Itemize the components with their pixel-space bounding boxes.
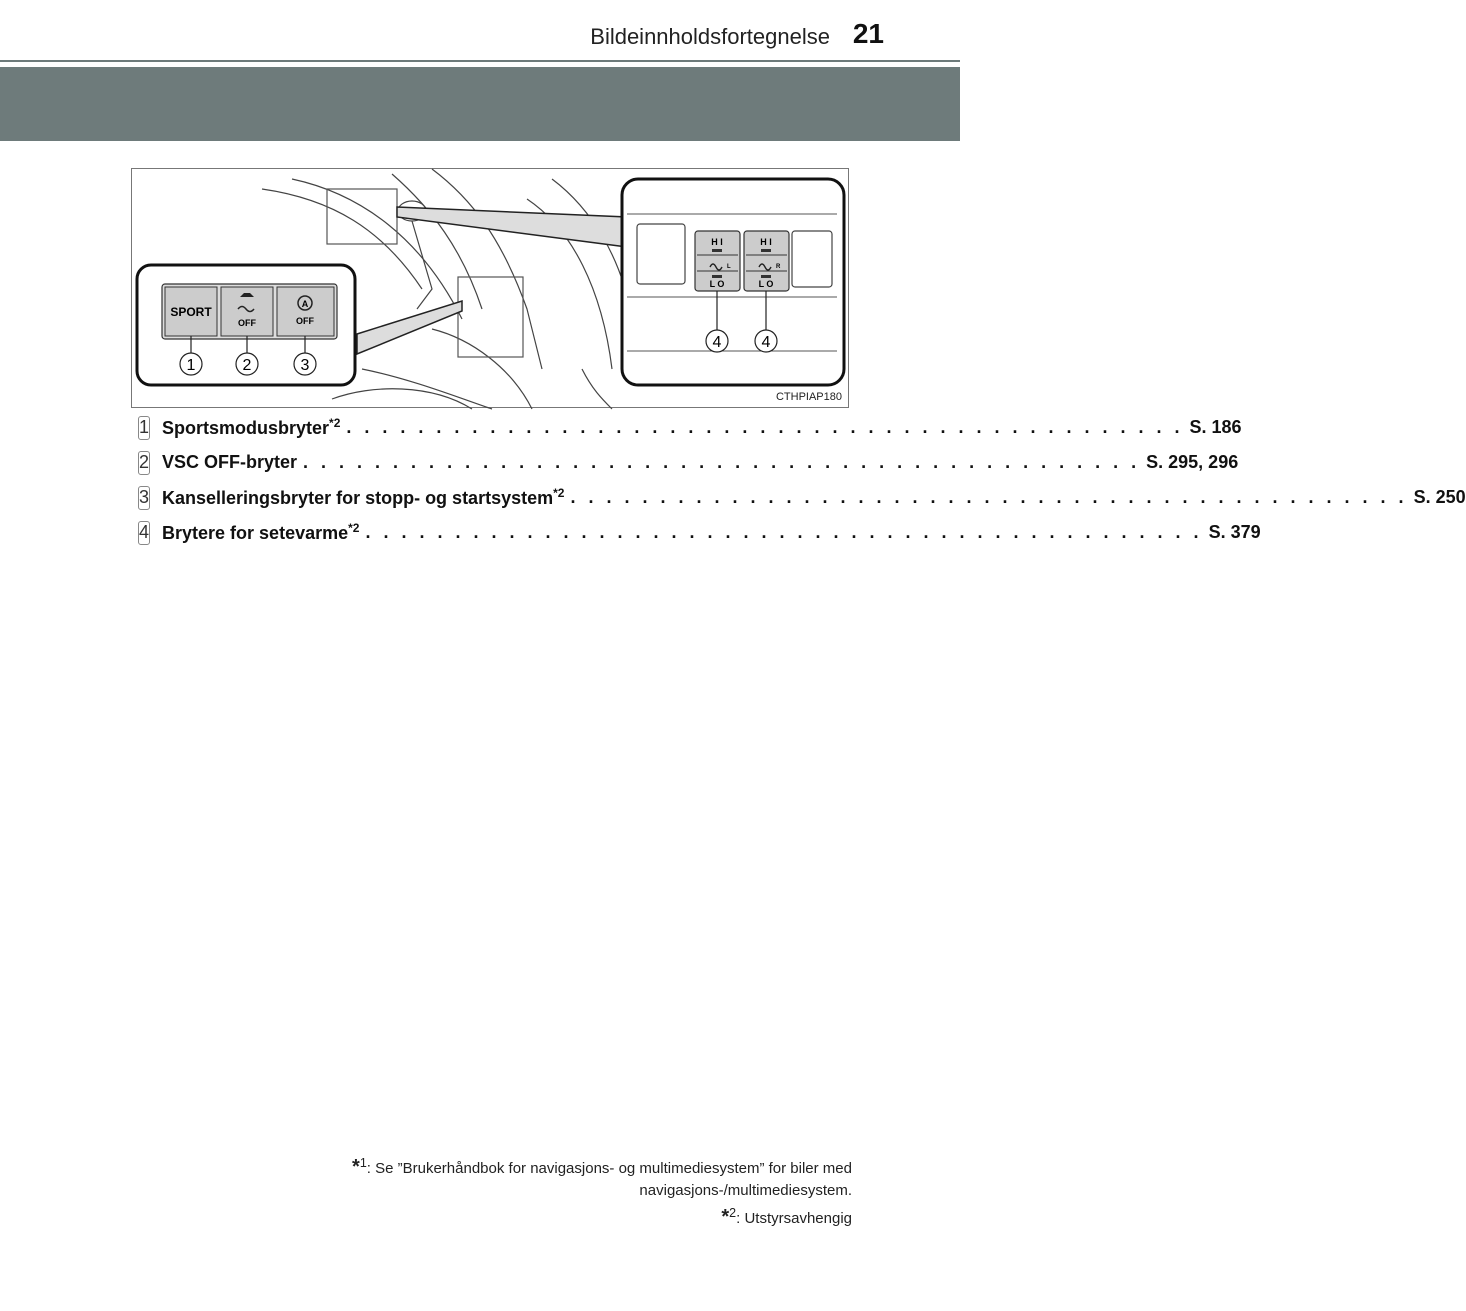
header-band <box>0 67 960 141</box>
footnotes <box>352 1152 852 1230</box>
list-item <box>138 515 1261 550</box>
console-illustration <box>131 168 849 408</box>
page-reference-link[interactable]: S. 295, 296 <box>1146 452 1239 472</box>
hi-label-right: H I <box>760 237 772 247</box>
upper-switch-highlight <box>327 189 397 244</box>
footnote-1-continued: navigasjons-/multimediesystem. <box>639 1182 852 1199</box>
item-list <box>138 410 1466 550</box>
page-reference-link[interactable]: S. 250 <box>1413 487 1466 507</box>
lower-switch-highlight <box>458 277 523 357</box>
left-inset <box>137 265 355 385</box>
right-inset <box>622 179 844 385</box>
a-off-letter: A <box>301 299 309 309</box>
page-number: 21 <box>852 18 884 49</box>
right-leader <box>397 207 627 247</box>
footnote-1: *$^1$: Se ”Brukerhåndbok for navigasjons- og multimediesystem” for biler med <box>352 1156 852 1178</box>
console-drawing <box>132 169 850 409</box>
lo-label-right: L O <box>758 279 774 289</box>
page-reference-link[interactable]: S. 379 <box>1208 522 1261 542</box>
callout-3: 3 <box>300 357 310 374</box>
leader-dots: . . . . . . . . . . . . . . . . . . . . . . . . . . . . . . . . . . . . . . . . . . . . . . . <box>570 487 1408 507</box>
callout-4b: 4 <box>761 334 771 351</box>
item-sup: *2 <box>553 486 565 500</box>
lo-label-left: L O <box>709 279 725 289</box>
a-off-label: OFF <box>296 316 314 326</box>
item-label: Kanselleringsbryter for stopp- og startsystem$^{*2}$ <box>162 486 565 508</box>
item-label: Sportsmodusbryter$^{*2}$ <box>162 416 341 438</box>
footnote-2: *$^2$: Utstyrsavhengig <box>721 1206 852 1228</box>
list-item <box>138 445 1239 480</box>
list-item <box>138 480 1466 515</box>
item-label: VSC OFF-bryter <box>162 452 298 472</box>
figure-code: CTHPIAP180 <box>775 391 842 403</box>
list-item <box>138 410 1242 445</box>
item-sup: *2 <box>329 416 341 430</box>
page-reference-link[interactable]: S. 186 <box>1189 417 1242 437</box>
left-seat-mark: L <box>727 264 731 270</box>
sport-label: SPORT <box>170 305 212 319</box>
item-number: 1 <box>138 416 150 440</box>
leader-dots: . . . . . . . . . . . . . . . . . . . . . . . . . . . . . . . . . . . . . . . . . . . . . . . <box>346 417 1184 437</box>
item-number: 4 <box>138 521 150 545</box>
header-rule <box>0 60 960 62</box>
item-label: Brytere for setevarme$^{*2}$ <box>162 521 360 543</box>
leader-dots: . . . . . . . . . . . . . . . . . . . . . . . . . . . . . . . . . . . . . . . . . . . . . . . <box>365 522 1203 542</box>
right-seat-mark: R <box>776 264 781 270</box>
callout-4a: 4 <box>712 334 722 351</box>
item-number: 3 <box>138 486 150 510</box>
vsc-off-label: OFF <box>238 318 256 328</box>
item-number: 2 <box>138 451 150 475</box>
left-leader <box>357 301 462 354</box>
callout-2: 2 <box>242 357 252 374</box>
callout-1: 1 <box>186 357 196 374</box>
hi-label-left: H I <box>711 237 723 247</box>
leader-dots: . . . . . . . . . . . . . . . . . . . . . . . . . . . . . . . . . . . . . . . . . . . . . . . <box>303 452 1141 472</box>
item-sup: *2 <box>348 521 360 535</box>
header-title: Bildeinnholdsfortegnelse <box>590 24 830 49</box>
